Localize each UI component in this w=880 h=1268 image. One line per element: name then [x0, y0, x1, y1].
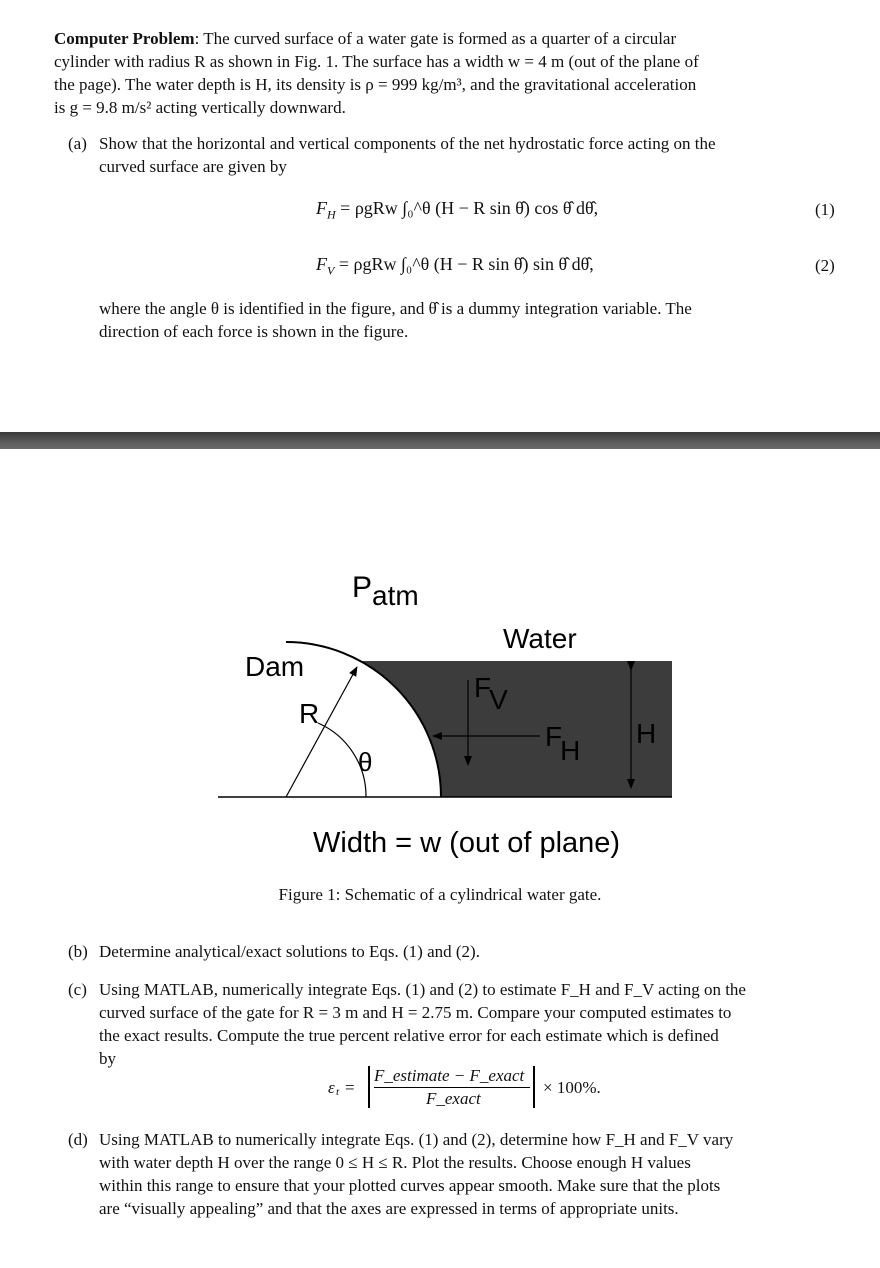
part-b-label: (b): [68, 942, 88, 961]
intro-line-1: Computer Problem: The curved surface of a water gate is formed as a quarter of a circular: [54, 29, 677, 48]
h-label: H: [636, 718, 657, 749]
fraction-bar: [374, 1087, 530, 1088]
part-a-text: Show that the horizontal and vertical components of the net hydrostatic force acting on the curved surface are given by: [99, 134, 716, 176]
problem-intro: [54, 27, 844, 119]
part-a-after-text: where the angle θ is identified in the figure, and θ̂ is a dummy integration variable. The direction of each force is shown in the figure.: [99, 299, 692, 341]
fh-label: FH: [545, 721, 581, 766]
abs-bar-right: [533, 1066, 535, 1108]
part-c-label: (c): [68, 980, 87, 999]
intro-line-4: is g = 9.8 m/s² acting vertically downward.: [54, 98, 346, 117]
abs-bar-left: [368, 1066, 370, 1108]
dam-label: Dam: [245, 651, 305, 682]
page-separator: [0, 432, 880, 449]
intro-line-2: cylinder with radius R as shown in Fig. 1. The surface has a width w = 4 m (out of the plane of: [54, 52, 699, 71]
theta-label: θ: [358, 747, 373, 777]
water-gate-figure: [0, 560, 880, 860]
fv-label: FV: [474, 672, 508, 715]
patm-label: Patm: [352, 571, 419, 611]
page-top: [0, 0, 880, 432]
equation-1: $F_H = \rho gRw$ ∫₀^θ (H − R sin θ̂) cos θ̂ dθ̂,: [316, 198, 599, 222]
width-label: Width = w (out of plane): [313, 827, 621, 859]
equation-2: $F_V = \rho gRw$ ∫₀^θ (H − R sin θ̂) sin θ̂ dθ̂,: [316, 254, 594, 278]
equation-2-number: (2): [815, 256, 835, 275]
part-c-text: Using MATLAB, numerically integrate Eqs. (1) and (2) to estimate F_H and F_V acting on the curved surface of the gate for R = 3 m and H = 2.75 m. Compare your computed estimates to the exact results. Compute the true percent relative error for each estimate which is defined by: [99, 980, 746, 1068]
r-label: R: [299, 698, 320, 729]
radius-arrow: [286, 667, 357, 797]
relative-error-equation: ε t = F_estimate − F_exact F_exact × 100%.: [328, 1066, 601, 1108]
part-a-label: (a): [68, 134, 87, 153]
part-b-text: Determine analytical/exact solutions to Eqs. (1) and (2).: [99, 942, 480, 961]
part-d-label: (d): [68, 1130, 88, 1149]
equation-1-number: (1): [815, 200, 835, 219]
figure-caption: Figure 1: Schematic of a cylindrical water gate.: [278, 885, 602, 904]
water-region: [361, 661, 672, 797]
intro-line-3: the page). The water depth is H, its density is ρ = 999 kg/m³, and the gravitational acceleration: [54, 75, 697, 94]
part-d-text: Using MATLAB to numerically integrate Eqs. (1) and (2), determine how F_H and F_V vary with water depth H over the range 0 ≤ H ≤ R. Plot the results. Choose enough H values within this range to ensure that your plotted curves appear smooth. Make sure that the plots are “visually appealing” and that the axes are expressed in terms of appropriate units.: [99, 1130, 734, 1218]
water-label: Water: [503, 623, 577, 654]
problem-heading: Computer Problem: [54, 29, 195, 48]
